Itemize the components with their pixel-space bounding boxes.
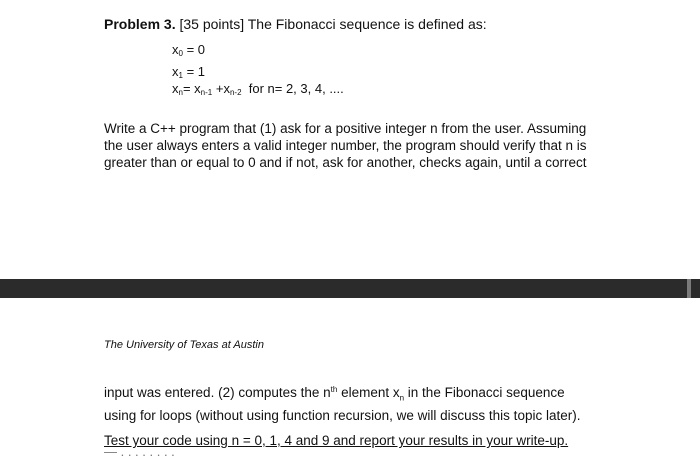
page-divider <box>0 279 700 298</box>
page-footer: The University of Texas at Austin <box>104 339 264 351</box>
paragraph-2: input was entered. (2) computes the $n^{th}$ element $x_n$ in the Fibonacci sequence using for loops (without using function recursion, we will discuss this topic later). <box>104 385 581 423</box>
equation-xn: $x_n= x_{n-1} +x_{n-2}$ for n= 2, 3, 4, .... <box>172 81 344 97</box>
equation-x1: $x_1 = 1$ <box>172 64 205 80</box>
problem-heading <box>104 16 487 32</box>
problem-points: [35 points] <box>179 16 245 32</box>
test-instruction: Test your code using n = 0, 1, 4 and 9 and report your results in your write-up. <box>104 433 569 448</box>
problem-number: Problem 3. <box>104 16 176 32</box>
cutoff-line: — . . . . . . . . <box>104 444 175 459</box>
page-divider-edge <box>687 279 691 298</box>
paragraph-1: Write a C++ program that (1) ask for a positive integer n from the user. Assuming the user always enters a valid integer number, the program should verify that n is greater than or equal to 0 and if not, ask for another, checks again, until a correct <box>104 121 587 170</box>
equation-x0: $x_0 = 0$ <box>172 42 205 58</box>
problem-intro: The Fibonacci sequence is defined as: <box>247 16 487 32</box>
